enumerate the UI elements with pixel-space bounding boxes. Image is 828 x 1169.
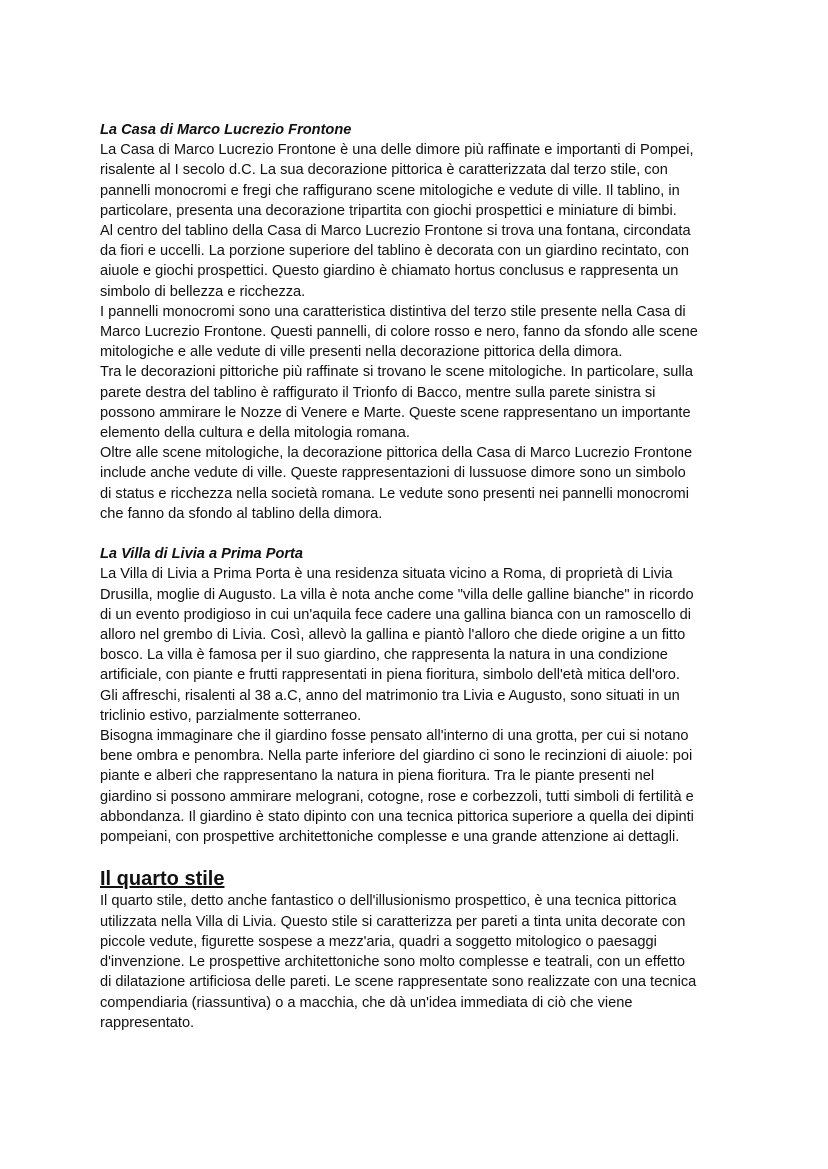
section-quarto-stile (100, 867, 740, 1032)
text-line: utilizzata nella Villa di Livia. Questo stile si caratterizza per pareti a tinta unita decorate con (100, 913, 686, 930)
section-casa-frontone (100, 120, 740, 524)
text-line: elemento della cultura e della mitologia romana. (100, 425, 410, 442)
text-line: di dilatazione artificiosa delle pareti. Le scene rappresentate sono realizzate con una tecnica (100, 974, 697, 991)
text-line: Oltre alle scene mitologiche, la decorazione pittorica della Casa di Marco Lucrezio Frontone (100, 445, 693, 462)
text-line: di status e ricchezza nella società romana. Le vedute sono presenti nei pannelli monocromi (100, 485, 689, 502)
text-line: aiuole e giochi prospettici. Questo giardino è chiamato hortus conclusus e rappresenta un (100, 263, 679, 280)
section-villa-livia (100, 544, 740, 847)
text-line: include anche vedute di ville. Queste rappresentazioni di lussuose dimore sono un simbolo (100, 465, 686, 482)
text-line: alloro nel grembo di Livia. Così, allevò la gallina e piantò l'alloro che diede origine a un fitto (100, 627, 686, 644)
text-line: giardino si possono ammirare melograni, cotogne, rose e corbezzoli, tutti simboli di fertilità e (100, 788, 694, 805)
section-heading: La Villa di Livia a Prima Porta (100, 546, 304, 563)
text-line: I pannelli monocromi sono una caratteristica distintiva del terzo stile presente nella Casa di (100, 303, 686, 320)
text-line: di un evento prodigioso in cui un'aquila fece cadere una gallina bianca con un ramoscello di (100, 606, 691, 623)
text-line: La Casa di Marco Lucrezio Frontone è una delle dimore più raffinate e importanti di Pompei, (100, 142, 694, 159)
text-line: bosco. La villa è famosa per il suo giardino, che rappresenta la natura in una condizione (100, 647, 668, 664)
text-line: Tra le decorazioni pittoriche più raffinate si trovano le scene mitologiche. In particolare, sulla (100, 364, 693, 381)
text-line: piante e alberi che rappresentano la natura in piena fioritura. Tra le piante presenti nel (100, 768, 655, 785)
text-line: possono ammirare le Nozze di Venere e Marte. Queste scene rappresentano un importante (100, 404, 691, 421)
text-line: Gli affreschi, risalenti al 38 a.C, anno del matrimonio tra Livia e Augusto, sono situati in un (100, 687, 680, 704)
text-line: abbondanza. Il giardino è stato dipinto con una tecnica pittorica superiore a quella dei dipinti (100, 808, 694, 825)
text-line: risalente al I secolo d.C. La sua decorazione pittorica è caratterizzata dal terzo stile, con (100, 162, 668, 179)
section-body (100, 564, 740, 847)
text-line: piccole vedute, figurette sospese a mezz'aria, quadri a soggetto mitologico o paesaggi (100, 933, 657, 950)
text-line: compendiaria (riassuntiva) o a macchia, che dà un'idea immediata di ciò che viene (100, 994, 633, 1011)
section-body (100, 140, 740, 524)
section-heading: La Casa di Marco Lucrezio Frontone (100, 122, 352, 138)
section-body (100, 891, 740, 1032)
text-line: simbolo di bellezza e ricchezza. (100, 283, 306, 300)
text-line: bene ombra e penombra. Nella parte inferiore del giardino ci sono le recinzioni di aiuole: poi (100, 748, 693, 765)
text-line: pompeiani, con prospettive architettoniche complesse e una grande attenzione ai dettagli. (100, 829, 680, 846)
text-line: Drusilla, moglie di Augusto. La villa è nota anche come "villa delle galline bianche" in ricordo (100, 586, 694, 603)
document-page (100, 120, 740, 1033)
text-line: particolare, presenta una decorazione tripartita con giochi prospettici e miniature di bimbi. (100, 202, 677, 219)
text-line: che fanno da sfondo al tablino della dimora. (100, 505, 383, 522)
chapter-heading: Il quarto stile (100, 868, 225, 891)
text-line: d'invenzione. Le prospettive architettoniche sono molto complesse e teatrali, con un effetto (100, 954, 685, 971)
text-line: La Villa di Livia a Prima Porta è una residenza situata vicino a Roma, di proprietà di Livia (100, 566, 673, 583)
text-line: mitologiche e alle vedute di ville presenti nella decorazione pittorica della dimora. (100, 344, 623, 361)
text-line: triclinio estivo, parzialmente sotterraneo. (100, 707, 362, 724)
text-line: pannelli monocromi e fregi che raffigurano scene mitologiche e vedute di ville. Il tablino, in (100, 182, 680, 199)
text-line: da fiori e uccelli. La porzione superiore del tablino è decorata con un giardino recintato, con (100, 243, 689, 260)
text-line: Marco Lucrezio Frontone. Questi pannelli, di colore rosso e nero, fanno da sfondo alle scene (100, 324, 698, 341)
text-line: Al centro del tablino della Casa di Marco Lucrezio Frontone si trova una fontana, circondata (100, 223, 691, 240)
text-line: artificiale, con piante e frutti rappresentati in piena fioritura, simbolo dell'età mitica dell'oro. (100, 667, 680, 684)
text-line: parete destra del tablino è raffigurato il Trionfo di Bacco, mentre sulla parete sinistra si (100, 384, 656, 401)
text-line: Il quarto stile, detto anche fantastico o dell'illusionismo prospettico, è una tecnica pittorica (100, 893, 677, 910)
text-line: Bisogna immaginare che il giardino fosse pensato all'interno di una grotta, per cui si notano (100, 728, 689, 745)
text-line: rappresentato. (100, 1014, 195, 1031)
